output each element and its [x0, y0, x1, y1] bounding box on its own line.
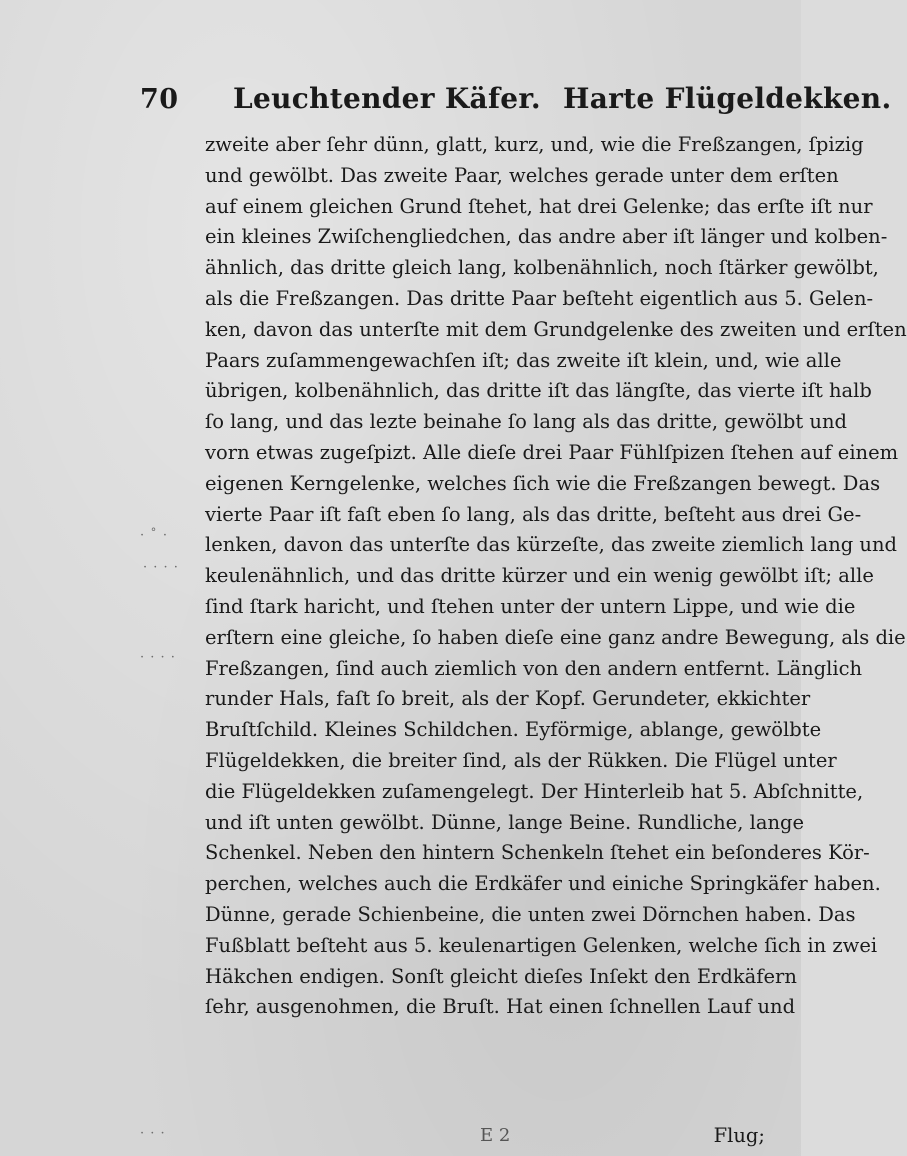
text-line: ein kleines Zwiſchengliedchen, das andre aber iſt länger und kolben-: [205, 225, 888, 249]
text-line: und gewölbt. Das zweite Paar, welches gerade unter dem erſten: [205, 163, 839, 187]
running-head: [233, 82, 892, 115]
bleed-through-mark: · · · ·: [143, 560, 179, 575]
text-line: lenken, davon das unterſte das kürzeſte, das zweite ziemlich lang und: [205, 533, 898, 557]
header-rule: [205, 128, 760, 129]
text-line: Bruſtſchild. Kleines Schildchen. Eyförmige, ablange, gewölbte: [205, 718, 822, 742]
text-line: ken, davon das unterſte mit dem Grundgelenke des zweiten und erſten: [205, 317, 907, 341]
text-line: als die Freßzangen. Das dritte Paar beſteht eigentlich aus 5. Gelen-: [205, 286, 874, 310]
text-line: Freßzangen, ſind auch ziemlich von den andern entfernt. Länglich: [205, 656, 863, 680]
text-line: Dünne, gerade Schienbeine, die unten zwei Dörnchen haben. Das: [205, 902, 856, 926]
text-line: zweite aber ſehr dünn, glatt, kurz, und, wie die Freßzangen, ſpizig: [205, 133, 864, 156]
text-line: eigenen Kerngelenke, welches ſich wie die Freßzangen bewegt. Das: [205, 471, 881, 495]
text-line: vierte Paar iſt faſt eben ſo lang, als das dritte, beſteht aus drei Ge-: [205, 502, 862, 526]
text-line: Häkchen endigen. Sonſt gleicht dieſes Inſekt den Erdkäfern: [205, 964, 797, 988]
text-line: Schenkel. Neben den hintern Schenkeln ſtehet ein beſonderes Kör-: [205, 841, 870, 865]
text-line: Flügeldekken, die breiter ſind, als der Rükken. Die Flügel unter: [205, 748, 837, 772]
text-line: erſtern eine gleiche, ſo haben dieſe eine ganz andre Bewegung, als die: [205, 625, 906, 649]
page-number: 70: [140, 84, 179, 115]
text-line: übrigen, kolbenähnlich, das dritte iſt das längſte, das vierte iſt halb: [205, 379, 872, 403]
text-line: ſo lang, und das lezte beinahe ſo lang als das dritte, gewölbt und: [205, 410, 848, 434]
text-line: Paars zuſammengewachſen iſt; das zweite iſt klein, und, wie alle: [205, 348, 842, 372]
bleed-through-mark: · · ·: [140, 1126, 166, 1141]
catchword: Flug;: [713, 1124, 765, 1147]
text-line: keulenähnlich, und das dritte kürzer und ein wenig gewölbt iſt; alle: [205, 564, 874, 588]
text-line: und iſt unten gewölbt. Dünne, lange Beine. Rundliche, lange: [205, 810, 805, 834]
text-line: Fußblatt beſteht aus 5. keulenartigen Gelenken, welche ſich in zwei: [205, 933, 878, 957]
text-line: auf einem gleichen Grund ſtehet, hat drei Gelenke; das erſte iſt nur: [205, 194, 873, 218]
text-line: runder Hals, faſt ſo breit, als der Kopf. Gerundeter, ekkichter: [205, 687, 811, 711]
signature-mark: E 2: [480, 1125, 511, 1146]
page-footer: [205, 1121, 765, 1151]
running-head-right: Harte Flügeldekken.: [562, 82, 892, 115]
body-text: [205, 130, 907, 1023]
text-line: perchen, welches auch die Erdkäfer und einiche Springkäfer haben.: [205, 872, 881, 896]
bleed-through-mark: · · · ·: [140, 650, 176, 665]
running-head-left: Leuchtender Käfer.: [233, 82, 541, 115]
text-line: die Flügeldekken zuſamengelegt. Der Hinterleib hat 5. Abſchnitte,: [205, 779, 864, 803]
text-line: vorn etwas zugeſpizt. Alle dieſe drei Paar Fühlſpizen ſtehen auf einem: [205, 440, 899, 464]
bleed-through-mark: · ˚ ·: [140, 528, 169, 543]
text-line: ähnlich, das dritte gleich lang, kolbenähnlich, noch ſtärker gewölbt,: [205, 256, 879, 280]
text-line: ſind ſtark haricht, und ſtehen unter der untern Lippe, und wie die: [205, 594, 856, 618]
text-line: ſehr, ausgenohmen, die Bruſt. Hat einen ſchnellen Lauf und: [205, 995, 796, 1019]
